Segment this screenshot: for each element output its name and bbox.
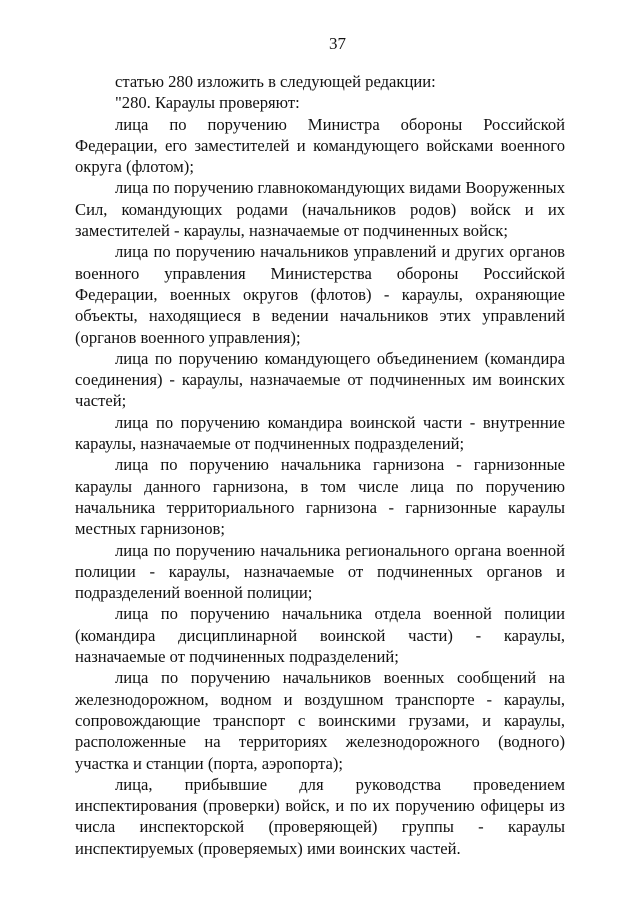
- paragraph-article-heading: "280. Караулы проверяют:: [115, 93, 300, 113]
- paragraph-list-item: лица по поручению начальника регионального органа военной полиции - караулы, назначаемые от подчиненных органов и подразделений военной полиции;: [75, 540, 565, 603]
- document-body: [75, 71, 565, 859]
- paragraph-list-item: лица по поручению командира воинской части - внутренние караулы, назначаемые от подчиненных подразделений;: [75, 412, 565, 454]
- paragraph-amendment-intro: статью 280 изложить в следующей редакции:: [115, 72, 436, 91]
- paragraph-list-item: лица по поручению начальника гарнизона - гарнизонные караулы данного гарнизона, в том числе лица по поручению начальника территориального гарнизона - гарнизонные караулы местных гарнизонов;: [75, 455, 565, 539]
- paragraph-list-item: лица по поручению начальника отдела военной полиции (командира дисциплинарной воинской части) - караулы, назначаемые от подчиненных подразделений;: [75, 604, 565, 667]
- paragraph-list-item: лица, прибывшие для руководства проведением инспектирования (проверки) войск, и по их поручению офицеры из числа инспекторской (проверяющей) группы - караулы инспектируемых (проверяемых) ими воинских частей.: [75, 774, 565, 858]
- paragraph-list-item: лица по поручению главнокомандующих видами Вооруженных Сил, командующих родами (начальников родов) войск и их заместителей - караулы, назначаемые от подчиненных войск;: [75, 178, 565, 241]
- paragraph-list-item: лица по поручению начальников военных сообщений на железнодорожном, водном и воздушном транспорте - караулы, сопровождающие транспорт с воинскими грузами, и караулы, расположенные на территориях железнодорожного (водного) участка и станции (порта, аэропорта);: [75, 668, 565, 773]
- paragraph-list-item: лица по поручению Министра обороны Российской Федерации, его заместителей и командующего войсками военного округа (флотом);: [75, 114, 565, 177]
- paragraph-list-item: лица по поручению командующего объединением (командира соединения) - караулы, назначаемые от подчиненных им воинских частей;: [75, 348, 565, 411]
- paragraph-list-item: лица по поручению начальников управлений и других органов военного управления Министерства обороны Российской Федерации, военных округов (флотов) - караулы, охраняющие объекты, находящиеся в ведении начальников этих управлений (органов военного управления);: [75, 242, 565, 347]
- page-number: 37: [329, 34, 346, 53]
